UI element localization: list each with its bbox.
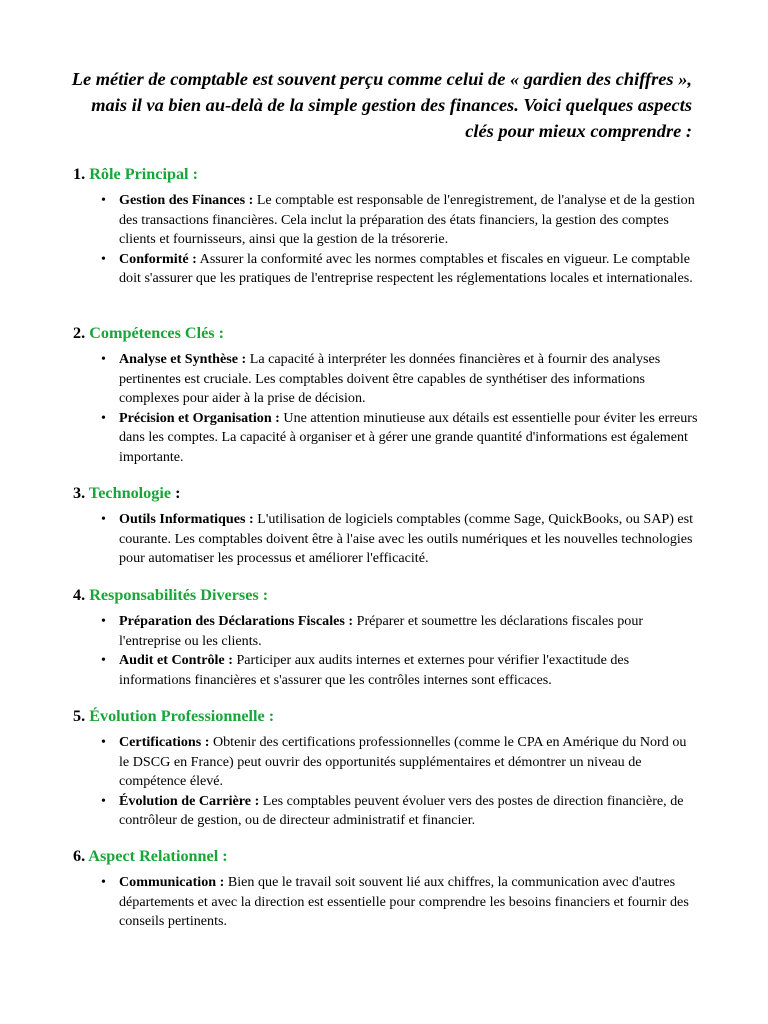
list-item — [73, 651, 699, 690]
item-term: Analyse et Synthèse : — [119, 351, 247, 367]
item-text: Obtenir des certifications professionnelles (comme le CPA en Amérique du Nord ou le DSCG en France) peut ouvrir des opportunités supplémentaires et démontrer un niveau de compétence élevé. — [119, 734, 687, 789]
bullet-icon: • — [101, 613, 106, 629]
bullet-icon: • — [101, 734, 106, 750]
item-term: Préparation des Déclarations Fiscales : — [119, 613, 354, 629]
item-term: Conformité : — [119, 250, 197, 267]
section-title: Technologie — [88, 484, 172, 502]
item-term: Évolution de Carrière : — [119, 792, 260, 809]
section-title: Compétences Clés : — [89, 324, 225, 342]
list-item — [73, 250, 699, 289]
bullet-list — [73, 612, 699, 690]
bullet-icon: • — [101, 874, 106, 890]
bullet-list — [73, 733, 699, 831]
section-heading — [73, 585, 699, 605]
bullet-icon: • — [101, 792, 106, 809]
item-text: Bien que le travail soit souvent lié aux chiffres, la communication avec d'autres départements et avec la direction est essentielle pour comprendre les besoins financiers et fournir des conseils pertinents. — [119, 874, 689, 929]
bullet-icon: • — [101, 192, 106, 208]
bullet-list — [73, 873, 699, 932]
section-heading — [73, 706, 699, 726]
list-item — [73, 612, 699, 651]
section-heading — [73, 846, 699, 866]
item-text: Les comptables peuvent évoluer vers des postes de direction financière, de contrôleur de gestion, ou de directeur administratif et financier. — [119, 792, 684, 828]
list-item — [73, 191, 699, 250]
section-number: 6. — [73, 847, 86, 865]
list-item — [73, 733, 699, 792]
section-heading — [73, 164, 699, 184]
section-competences-cles — [73, 323, 699, 467]
section-role-principal — [73, 164, 699, 289]
list-item — [73, 409, 699, 468]
section-responsabilites — [73, 585, 699, 690]
list-item — [73, 792, 699, 831]
section-title: Responsabilités Diverses : — [89, 586, 269, 604]
section-title: Aspect Relationnel : — [88, 847, 228, 865]
section-heading — [73, 323, 699, 343]
section-number: 2. — [73, 324, 86, 342]
section-technologie — [73, 483, 699, 569]
list-item — [73, 510, 699, 569]
section-number: 5. — [73, 707, 86, 725]
bullet-list — [73, 350, 699, 467]
section-title: Évolution Professionnelle : — [89, 707, 275, 725]
section-title-suffix: : — [175, 484, 181, 502]
section-number: 1. — [73, 165, 86, 183]
section-number: 3. — [73, 484, 86, 502]
item-term: Certifications : — [119, 734, 210, 750]
bullet-icon: • — [101, 250, 106, 267]
list-item — [73, 873, 699, 932]
section-heading — [73, 483, 699, 503]
bullet-list — [73, 510, 699, 569]
section-number: 4. — [73, 586, 86, 604]
item-text: Participer aux audits internes et externes pour vérifier l'exactitude des informations financières et s'assurer que les contrôles internes sont efficaces. — [119, 652, 630, 688]
item-term: Gestion des Finances : — [119, 192, 254, 208]
item-text: Une attention minutieuse aux détails est essentielle pour éviter les erreurs dans les comptes. La capacité à organiser et à gérer une grande quantité d'informations est également importante. — [119, 409, 698, 465]
section-evolution-professionnelle — [73, 706, 699, 831]
bullet-icon: • — [101, 511, 106, 527]
item-text: Le comptable est responsable de l'enregistrement, de l'analyse et de la gestion des transactions financières. Cela inclut la préparation des états financiers, la gestion des comptes clients et fournisseurs, ainsi que la gestion de la trésorerie. — [119, 192, 695, 247]
item-text: Assurer la conformité avec les normes comptables et fiscales en vigueur. Le comptable doit s'assurer que les pratiques de l'entreprise respectent les réglementations locales et internationales. — [119, 250, 693, 286]
intro-paragraph: Le métier de comptable est souvent perçu comme celui de « gardien des chiffres », mais il va bien au-delà de la simple gestion des finances. Voici quelques aspects clés pour mieux comprendre : — [71, 69, 692, 141]
item-term: Communication : — [119, 874, 225, 890]
item-text: Préparer et soumettre les déclarations fiscales pour l'entreprise ou les clients. — [119, 613, 644, 649]
section-title: Rôle Principal : — [89, 165, 198, 183]
bullet-icon: • — [101, 351, 106, 367]
item-term: Outils Informatiques : — [119, 511, 254, 527]
section-aspect-relationnel — [73, 846, 699, 932]
bullet-icon: • — [101, 409, 106, 426]
bullet-list — [73, 191, 699, 289]
item-term: Précision et Organisation : — [119, 409, 280, 426]
item-term: Audit et Contrôle : — [119, 652, 233, 668]
list-item — [73, 350, 699, 409]
bullet-icon: • — [101, 652, 106, 668]
item-text: L'utilisation de logiciels comptables (comme Sage, QuickBooks, ou SAP) est courante. Les comptables doivent être à l'aise avec les outils numériques et les nouvelles technologies pour automatiser les processus et améliorer l'efficacité. — [119, 511, 694, 566]
item-text: La capacité à interpréter les données financières et à fournir des analyses pertinentes est cruciale. Les comptables doivent être capables de synthétiser des informations complexes pour aider à la prise de décision. — [119, 351, 661, 406]
